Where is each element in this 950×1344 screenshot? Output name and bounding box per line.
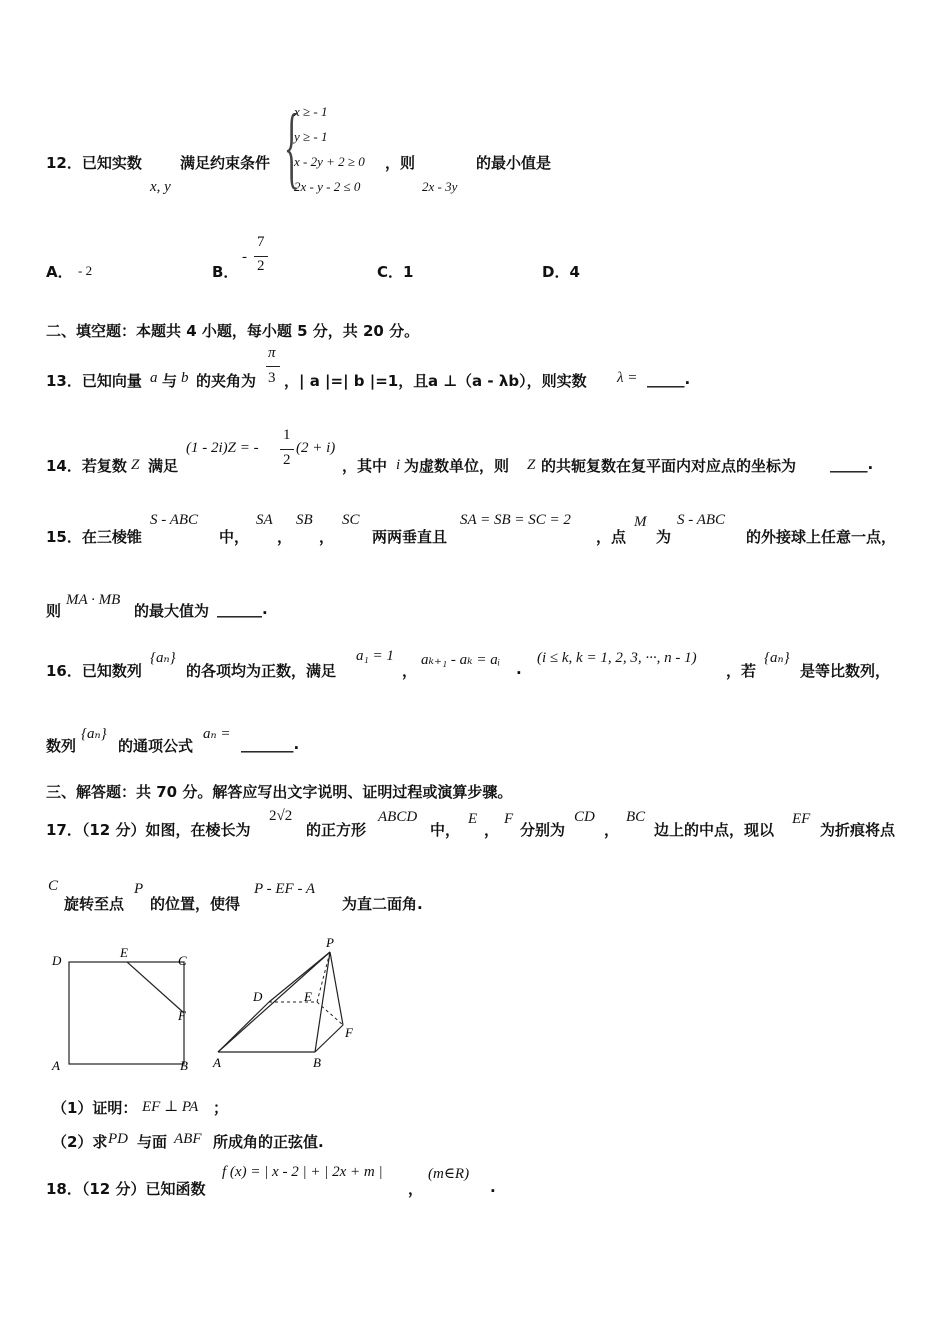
q17-part1-b: EF ⊥ PA: [142, 1099, 199, 1115]
edge-ad: [218, 1002, 269, 1052]
q12-option-a-value: - 2: [78, 263, 93, 278]
q15-stem-d: ，点: [596, 528, 627, 546]
q15-stem-e: 为: [656, 528, 672, 546]
q16-line2-a: 数列: [46, 737, 77, 755]
q15-equation: SA = SB = SC = 2: [460, 512, 571, 528]
q12-stem-b: 满足约束条件: [180, 154, 271, 172]
q14-z: Z: [131, 457, 140, 473]
q17-part1-c: ；: [213, 1099, 229, 1117]
q17-part2-c: 与面: [137, 1133, 168, 1151]
q17-figure-solid: [205, 935, 375, 1075]
q13-vector-a: a: [150, 370, 158, 386]
q14-z2: Z: [527, 457, 536, 473]
q17-c: C: [48, 878, 59, 894]
q17-dihedral: P - EF - A: [254, 881, 316, 897]
q17-cd: CD: [574, 809, 595, 825]
q16-stem-a: 16．已知数列: [46, 662, 142, 680]
q12-constraint-4: 2x - y - 2 ≤ 0: [294, 179, 361, 194]
q13-three: 3: [268, 370, 276, 386]
q14-two: 2: [283, 452, 291, 468]
q12-option-b-fraction-bar: [254, 256, 268, 257]
q13-pi: π: [268, 345, 276, 361]
q14-stem-e: 的共轭复数在复平面内对应点的坐标为: [541, 457, 797, 475]
q12-option-d: D．4: [542, 263, 580, 281]
q13-perp: a ⊥（a - λb），则实数: [428, 372, 587, 390]
q17-comma-2: ，: [604, 821, 620, 839]
q16-dot: .: [516, 660, 522, 678]
q12-option-b-numerator: 7: [257, 234, 265, 250]
q16-recurrence: aₖ₊₁ - aₖ = aᵢ: [421, 652, 501, 668]
q17-line2-a: 旋转至点: [64, 895, 125, 913]
q12-brace: {: [284, 95, 300, 197]
section-3-heading: 三、解答题：共 70 分。解答应写出文字说明、证明过程或演算步骤。: [46, 783, 513, 801]
q17-stem-b: 的正方形: [306, 821, 367, 839]
q17-ef: EF: [792, 811, 811, 827]
label-a2: A: [213, 1055, 221, 1070]
q15-mamb: MA · MB: [66, 592, 121, 608]
q13-vector-b: b: [181, 370, 189, 386]
label-b2: B: [313, 1055, 321, 1070]
q17-length: 2√2: [269, 808, 293, 824]
q18-stem-a: 18．（12 分）已知函数: [46, 1180, 206, 1198]
q14-blank: _____.: [830, 455, 874, 473]
label-e: E: [120, 945, 128, 960]
q13-angle: 的夹角为: [196, 372, 257, 390]
label-f: F: [178, 1008, 186, 1023]
q13-blank: _____.: [647, 370, 691, 388]
q17-part2-d: ABF: [174, 1131, 202, 1147]
q18-function: f (x) = | x - 2 | + | 2x + m |: [222, 1164, 383, 1180]
q16-line2-b: 的通项公式: [118, 737, 194, 755]
q17-part1-a: （1）证明：: [52, 1099, 138, 1117]
q17-part2-b: PD: [108, 1131, 128, 1147]
edge-dp: [269, 952, 330, 1002]
q17-bc: BC: [626, 809, 646, 825]
label-d: D: [52, 953, 62, 968]
q14-stem-c: ，其中: [342, 457, 388, 475]
q15-line2-b: 的最大值为: [134, 602, 210, 620]
q14-stem-a: 14．若复数: [46, 457, 127, 475]
q17-f: F: [504, 811, 514, 827]
label-c: C: [178, 953, 187, 968]
q16-a1: a₁ = 1: [356, 648, 394, 664]
q16-condition: (i ≤ k, k = 1, 2, 3, ···, n - 1): [537, 650, 697, 666]
label-e2: E: [304, 989, 312, 1004]
q14-stem-d: 为虚数单位，则: [404, 457, 510, 475]
edge-bf: [315, 1025, 343, 1052]
q13-mid: ，| a |=| b |=1，且: [284, 372, 429, 390]
q15-sa: SA: [256, 512, 273, 528]
q13-lambda: λ =: [617, 370, 638, 386]
q14-one: 1: [283, 427, 291, 443]
label-a: A: [52, 1058, 60, 1073]
q12-constraint-1: x ≥ - 1: [294, 104, 328, 119]
q12-tail: 的最小值是: [476, 154, 552, 172]
q17-stem-c: 中，: [430, 821, 461, 839]
q17-p: P: [134, 881, 144, 897]
q15-stem-f: 的外接球上任意一点，: [746, 528, 897, 546]
q16-stem-d: 是等比数列，: [800, 662, 891, 680]
q12-vars: x, y: [150, 179, 171, 195]
q15-stem-a: 15．在三棱锥: [46, 528, 142, 546]
q13-and: 与: [162, 372, 178, 390]
q15-stem-c: 两两垂直且: [372, 528, 448, 546]
q12-option-b-label: B．: [212, 263, 239, 281]
q15-comma-1: ，: [277, 528, 293, 546]
label-p: P: [326, 935, 334, 950]
q12-constraint-3: x - 2y + 2 ≥ 0: [294, 154, 365, 169]
q12-option-b-denominator: 2: [257, 258, 265, 274]
fold-line-ef: [127, 962, 184, 1013]
q15-comma-2: ，: [319, 528, 335, 546]
q16-blank: _______.: [241, 735, 300, 753]
q17-line2-b: 的位置，使得: [150, 895, 241, 913]
q12-stem-a: 12．已知实数: [46, 154, 142, 172]
edge-pf: [330, 952, 343, 1025]
q17-part2-a: （2）求: [52, 1133, 108, 1151]
q14-fraction-bar: [280, 449, 294, 450]
q17-stem-a: 17．（12 分）如图，在棱长为: [46, 821, 251, 839]
q14-stem-b: 满足: [148, 457, 179, 475]
q17-stem-h: 为折痕将点: [820, 821, 896, 839]
q18-domain: (m∈R): [428, 1166, 470, 1182]
q12-option-a-label: A．: [46, 263, 73, 281]
q16-comma: ，: [402, 662, 418, 680]
q14-i: i: [396, 457, 401, 473]
q15-sabc: S - ABC: [150, 512, 199, 528]
q16-an-2: {aₙ}: [764, 650, 790, 666]
q16-an: {aₙ}: [150, 650, 176, 666]
label-d2: D: [253, 989, 263, 1004]
q15-sabc-2: S - ABC: [677, 512, 726, 528]
q14-eq-right: (2 + i): [296, 440, 336, 456]
q12-option-b-sign: -: [242, 249, 247, 265]
q15-sb: SB: [296, 512, 313, 528]
section-2-heading: 二、填空题：本题共 4 小题，每小题 5 分，共 20 分。: [46, 322, 420, 340]
q17-stem-g: 边上的中点，现以: [654, 821, 775, 839]
label-f2: F: [345, 1025, 353, 1040]
q18-comma: ，: [408, 1180, 424, 1198]
q13-stem-a: 13．已知向量: [46, 372, 142, 390]
q16-stem-b: 的各项均为正数，满足: [186, 662, 337, 680]
label-b: B: [180, 1058, 188, 1073]
q17-e: E: [468, 811, 478, 827]
q15-m: M: [634, 514, 647, 530]
q16-an-eq: aₙ =: [203, 726, 231, 742]
q17-stem-d: 分别为: [520, 821, 566, 839]
q15-line2-a: 则: [46, 602, 62, 620]
square-outline: [69, 962, 184, 1064]
q17-comma-1: ，: [484, 821, 500, 839]
q17-part2-e: 所成角的正弦值.: [213, 1133, 324, 1151]
q12-expression: 2x - 3y: [422, 179, 458, 194]
q17-abcd: ABCD: [378, 809, 418, 825]
q17-line2-d: 为直二面角.: [342, 895, 423, 913]
q12-then: ，则: [385, 154, 416, 172]
q13-fraction-bar: [266, 366, 280, 367]
q18-dot: .: [490, 1178, 496, 1196]
q12-option-c: C．1: [377, 263, 414, 281]
q15-sc: SC: [342, 512, 360, 528]
q12-constraint-2: y ≥ - 1: [294, 129, 328, 144]
q15-blank: ______.: [217, 600, 268, 618]
q14-eq-left: (1 - 2i)Z = -: [186, 440, 259, 456]
q15-stem-b: 中，: [219, 528, 250, 546]
q16-an-3: {aₙ}: [81, 726, 107, 742]
q17-figure-square: [44, 940, 204, 1075]
q16-stem-c: ，若: [726, 662, 757, 680]
